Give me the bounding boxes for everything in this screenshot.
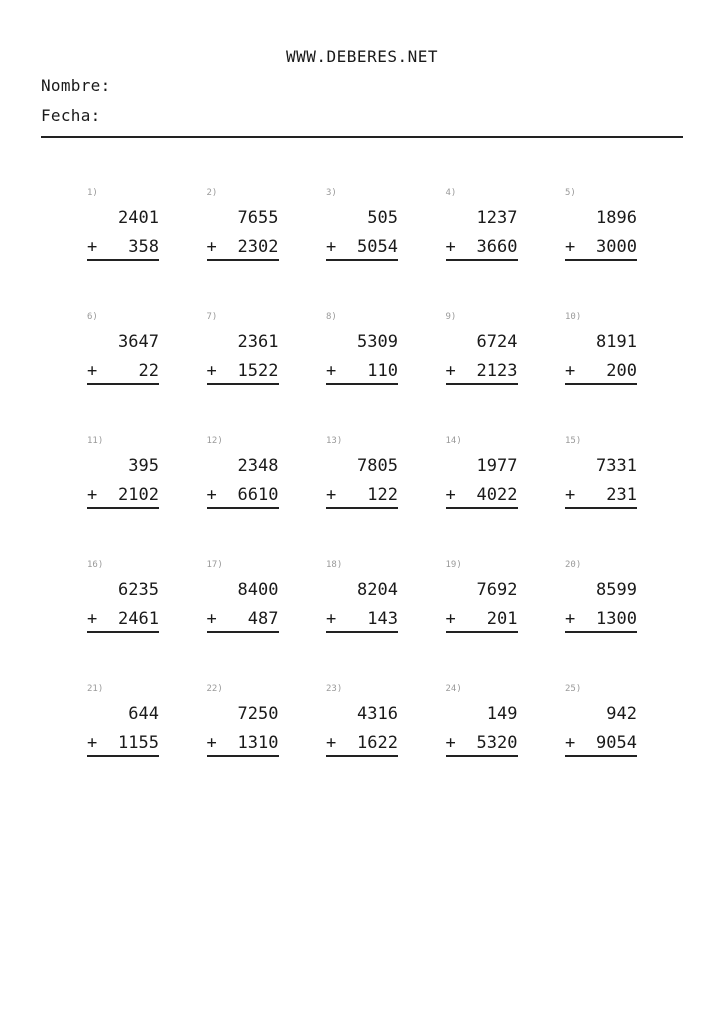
problem-card xyxy=(326,310,398,380)
nombre-label: Nombre: xyxy=(41,76,111,95)
first-addend: 644 xyxy=(128,704,159,724)
plus-sign: + xyxy=(206,361,217,381)
second-addend: 1522 xyxy=(237,361,279,381)
second-row xyxy=(207,361,279,385)
first-addend: 149 xyxy=(486,704,518,724)
second-addend: 143 xyxy=(367,609,398,629)
problem-card xyxy=(87,310,159,380)
second-row xyxy=(446,361,518,385)
first-addend: 3647 xyxy=(118,332,159,352)
second-row xyxy=(565,361,637,385)
second-row xyxy=(326,485,398,509)
problem-number: 5) xyxy=(565,188,576,198)
plus-sign: + xyxy=(87,485,98,505)
second-row xyxy=(87,237,159,261)
first-addend: 1977 xyxy=(476,456,518,476)
plus-sign: + xyxy=(326,609,337,629)
first-addend: 395 xyxy=(128,456,159,476)
second-row xyxy=(446,609,518,633)
problem-card xyxy=(446,558,518,628)
plus-sign: + xyxy=(87,733,98,753)
problems-grid xyxy=(87,186,647,752)
second-addend: 2102 xyxy=(118,485,159,505)
plus-sign: + xyxy=(206,237,217,257)
plus-sign: + xyxy=(87,237,98,257)
first-addend: 6724 xyxy=(476,332,518,352)
problem-number: 19) xyxy=(445,560,462,570)
problem-number: 22) xyxy=(206,684,223,694)
second-addend: 358 xyxy=(128,237,159,257)
problem-card xyxy=(326,434,398,504)
problem-card xyxy=(446,434,518,504)
first-addend: 8400 xyxy=(237,580,279,600)
second-addend: 22 xyxy=(138,361,159,381)
problem-card xyxy=(87,558,159,628)
second-addend: 5054 xyxy=(357,237,398,257)
problem-number: 14) xyxy=(445,436,462,446)
problem-number: 21) xyxy=(87,684,104,694)
second-row xyxy=(326,609,398,633)
second-row xyxy=(326,361,398,385)
plus-sign: + xyxy=(87,609,98,629)
second-row xyxy=(207,485,279,509)
problem-number: 16) xyxy=(87,560,104,570)
problem-number: 10) xyxy=(565,312,582,322)
second-addend: 231 xyxy=(606,485,637,505)
first-addend: 942 xyxy=(606,704,637,724)
plus-sign: + xyxy=(326,733,337,753)
problem-card xyxy=(207,558,279,628)
second-addend: 110 xyxy=(367,361,398,381)
problem-number: 9) xyxy=(445,312,457,322)
plus-sign: + xyxy=(206,485,217,505)
problem-card xyxy=(326,558,398,628)
second-row xyxy=(326,733,398,757)
first-addend: 8204 xyxy=(357,580,398,600)
problem-number: 8) xyxy=(326,312,337,322)
plus-sign: + xyxy=(565,609,576,629)
problem-number: 11) xyxy=(87,436,104,446)
second-addend: 6610 xyxy=(237,485,279,505)
problem-card xyxy=(207,682,279,752)
first-addend: 6235 xyxy=(118,580,159,600)
first-addend: 7250 xyxy=(237,704,279,724)
plus-sign: + xyxy=(206,609,217,629)
second-row xyxy=(207,237,279,261)
first-addend: 1896 xyxy=(596,208,637,228)
problem-number: 3) xyxy=(326,188,337,198)
problem-number: 23) xyxy=(326,684,343,694)
second-addend: 1300 xyxy=(596,609,637,629)
first-addend: 2361 xyxy=(237,332,279,352)
plus-sign: + xyxy=(445,733,456,753)
plus-sign: + xyxy=(206,733,217,753)
plus-sign: + xyxy=(565,733,576,753)
problem-number: 25) xyxy=(565,684,582,694)
problem-number: 20) xyxy=(565,560,582,570)
second-row xyxy=(207,733,279,757)
second-row xyxy=(565,733,637,757)
problem-card xyxy=(446,682,518,752)
first-addend: 5309 xyxy=(357,332,398,352)
second-row xyxy=(446,485,518,509)
plus-sign: + xyxy=(326,485,337,505)
problem-number: 2) xyxy=(206,188,218,198)
first-addend: 505 xyxy=(367,208,398,228)
problem-card xyxy=(326,682,398,752)
plus-sign: + xyxy=(565,361,576,381)
second-addend: 2302 xyxy=(237,237,279,257)
second-addend: 9054 xyxy=(596,733,637,753)
first-addend: 7805 xyxy=(357,456,398,476)
problem-number: 7) xyxy=(206,312,218,322)
second-row xyxy=(87,485,159,509)
plus-sign: + xyxy=(326,237,337,257)
second-addend: 487 xyxy=(247,609,279,629)
first-addend: 8191 xyxy=(596,332,637,352)
problem-number: 6) xyxy=(87,312,98,322)
second-addend: 200 xyxy=(606,361,637,381)
problem-card xyxy=(446,310,518,380)
second-addend: 2123 xyxy=(476,361,518,381)
fecha-label: Fecha: xyxy=(41,106,101,125)
site-title: WWW.DEBERES.NET xyxy=(286,47,438,66)
problem-card xyxy=(87,186,159,256)
problem-number: 1) xyxy=(87,188,98,198)
problem-number: 4) xyxy=(445,188,457,198)
first-addend: 7692 xyxy=(476,580,518,600)
problem-card xyxy=(565,434,637,504)
first-addend: 7655 xyxy=(237,208,279,228)
second-row xyxy=(565,485,637,509)
second-row xyxy=(87,361,159,385)
plus-sign: + xyxy=(87,361,98,381)
problem-card xyxy=(565,310,637,380)
problem-card xyxy=(446,186,518,256)
plus-sign: + xyxy=(445,361,456,381)
plus-sign: + xyxy=(565,237,576,257)
second-addend: 4022 xyxy=(476,485,518,505)
plus-sign: + xyxy=(445,609,456,629)
first-addend: 2348 xyxy=(237,456,279,476)
second-row xyxy=(87,609,159,633)
plus-sign: + xyxy=(565,485,576,505)
second-addend: 1310 xyxy=(237,733,279,753)
second-row xyxy=(565,609,637,633)
problem-card xyxy=(326,186,398,256)
second-row xyxy=(87,733,159,757)
first-addend: 4316 xyxy=(357,704,398,724)
problem-card xyxy=(565,186,637,256)
plus-sign: + xyxy=(326,361,337,381)
header-divider xyxy=(41,136,683,138)
second-addend: 2461 xyxy=(118,609,159,629)
problem-card xyxy=(207,186,279,256)
second-row xyxy=(326,237,398,261)
problem-card xyxy=(565,558,637,628)
problem-number: 24) xyxy=(445,684,462,694)
second-addend: 1155 xyxy=(118,733,159,753)
second-row xyxy=(446,237,518,261)
first-addend: 2401 xyxy=(118,208,159,228)
problem-number: 15) xyxy=(565,436,582,446)
problem-card xyxy=(87,682,159,752)
plus-sign: + xyxy=(445,237,456,257)
problem-number: 13) xyxy=(326,436,343,446)
plus-sign: + xyxy=(445,485,456,505)
first-addend: 1237 xyxy=(476,208,518,228)
second-addend: 3660 xyxy=(476,237,518,257)
problem-card xyxy=(565,682,637,752)
problem-number: 12) xyxy=(206,436,223,446)
first-addend: 7331 xyxy=(596,456,637,476)
second-addend: 122 xyxy=(367,485,398,505)
second-row xyxy=(207,609,279,633)
second-addend: 5320 xyxy=(476,733,518,753)
second-row xyxy=(446,733,518,757)
problem-number: 17) xyxy=(206,560,223,570)
second-addend: 1622 xyxy=(357,733,398,753)
second-addend: 201 xyxy=(486,609,518,629)
second-row xyxy=(565,237,637,261)
second-addend: 3000 xyxy=(596,237,637,257)
problem-card xyxy=(207,310,279,380)
problem-card xyxy=(207,434,279,504)
first-addend: 8599 xyxy=(596,580,637,600)
problem-number: 18) xyxy=(326,560,343,570)
problem-card xyxy=(87,434,159,504)
